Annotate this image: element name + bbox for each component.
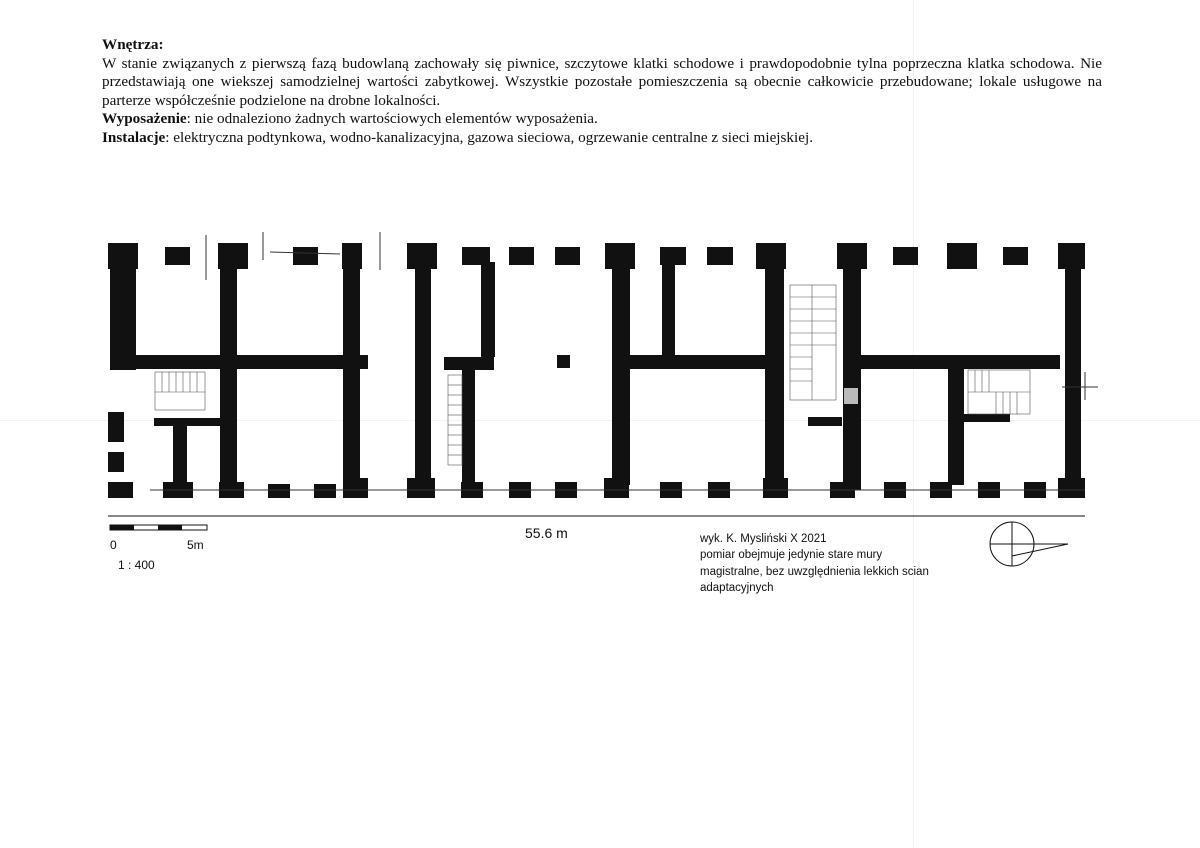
interiors-heading: Wnętrza: (102, 36, 164, 53)
scale-bar (110, 525, 207, 530)
author-note-line: magistralne, bez uwzględnienia lekkich scian (700, 565, 929, 578)
wall-infill (844, 388, 858, 404)
north-arrow-icon (990, 522, 1068, 566)
scale-ratio-label: 1 : 400 (118, 558, 155, 572)
interiors-paragraph: W stanie związanych z pierwszą fazą budowlaną zachowały się piwnice, szczytowe klatki schodowe i prawdopodobnie tylna poprzeczna klatka schodowa. Nie przedstawiają one wiekszej samodzielnej wartości zabytkowej. Wszystkie pozostałe pomieszczenia są obecnie całkowicie przebudowane; lokale usługowe na parterze współcześnie podzielone na drobne lokalności. (102, 54, 1102, 109)
author-note-line: wyk. K. Mysliński X 2021 (700, 533, 827, 545)
installations-text: : elektryczna podtynkowa, wodno-kanalizacyjna, gazowa sieciowa, ogrzewanie centralne z sieci miejskiej. (165, 128, 814, 146)
author-note (700, 531, 940, 596)
equipment-label: Wyposażenie (102, 110, 187, 128)
stairs (155, 285, 1030, 465)
author-note-line: adaptacyjnych (700, 581, 774, 594)
scale-start-label: 0 (110, 538, 117, 552)
author-note-line: pomiar obejmuje jedynie stare mury (700, 549, 883, 562)
equipment-text: : nie odnaleziono żadnych wartościowych elementów wyposażenia. (186, 110, 598, 128)
scale-end-label: 5m (187, 538, 204, 552)
installations-label: Instalacje (102, 128, 166, 146)
plan-walls (108, 243, 1085, 498)
total-length-label: 55.6 m (525, 525, 568, 541)
